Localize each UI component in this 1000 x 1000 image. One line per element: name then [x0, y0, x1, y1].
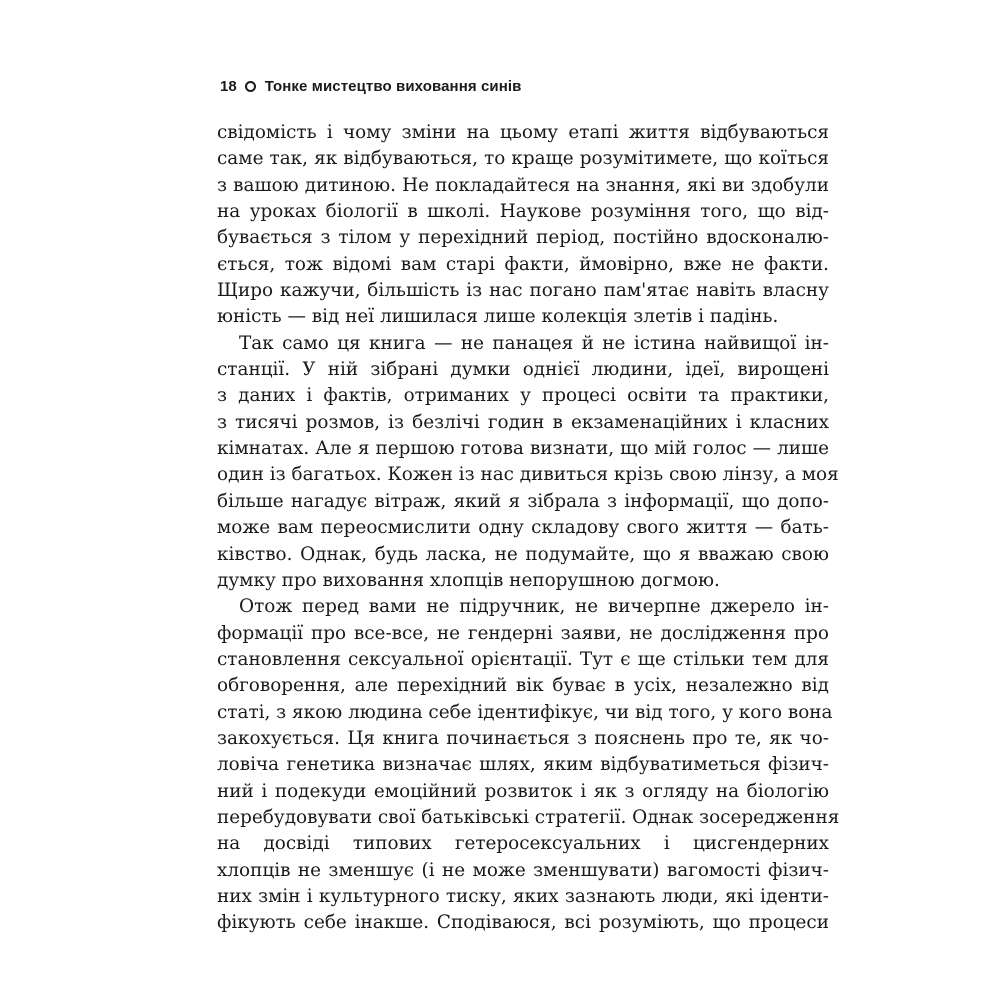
text-line: закохується. Ця книга починається з пояснень про те, як чо-: [217, 727, 829, 749]
text-line: Отож перед вами не підручник, не вичерпне джерело ін-: [239, 596, 829, 618]
text-line: ний і подекуди емоційний розвиток і як з огляду на біологію: [217, 780, 829, 802]
book-title: Тонке мистецтво виховання синів: [264, 77, 522, 95]
paragraph: [217, 331, 839, 594]
text-line: хлопців не зменшує (і не може зменшувати) вагомості фізич-: [217, 859, 829, 881]
text-line: з тисячі розмов, із безлічі годин в екзаменаційних і класних: [217, 411, 829, 433]
text-line: юність — від неї лишилася лише колекція злетів і падінь.: [217, 306, 779, 328]
paragraph: [217, 594, 840, 936]
text-line: може вам переосмислити одну складову свого життя — бать-: [217, 517, 829, 539]
text-line: обговорення, але перехідний вік буває в усіх, незалежно від: [217, 675, 829, 697]
text-line: бувається з тілом у перехідний період, постійно вдосконалю-: [217, 227, 829, 249]
page-number: 18: [220, 77, 237, 95]
text-line: думку про виховання хлопців непорушною догмою.: [217, 569, 720, 591]
text-line: станції. У ній зібрані думки однієї людини, ідеї, вирощені: [217, 359, 829, 381]
text-line: кімнатах. Але я першою готова визнати, що мій голос — лише: [217, 438, 829, 460]
text-line: більше нагадує вітраж, який я зібрала з інформації, що допо-: [217, 490, 829, 512]
text-line: з вашою дитиною. Не покладайтеся на знання, які ви здобули: [217, 174, 829, 196]
text-line: них змін і культурного тиску, яких зазнають люди, які іденти-: [217, 885, 829, 907]
text-line: свідомість і чому зміни на цьому етапі життя відбуваються: [217, 122, 829, 143]
text-line: ється, тож відомі вам старі факти, ймовірно, вже не факти.: [217, 253, 829, 275]
circle-separator-icon: [245, 81, 256, 92]
text-line: ківство. Однак, будь ласка, не подумайте, що я вважаю свою: [217, 543, 829, 565]
text-line: статі, з якою людина себе ідентифікує, чи від того, у кого вона: [217, 701, 833, 723]
text-line: фікують себе інакше. Сподіваюся, всі розуміють, що процеси: [217, 912, 829, 934]
text-line: перебудовувати свої батьківські стратегії. Однак зосередження: [217, 806, 840, 828]
text-line: формації про все-все, не гендерні заяви, не дослідження про: [217, 622, 829, 644]
paragraph: [217, 120, 829, 331]
text-line: один із багатьох. Кожен із нас дивиться крізь свою лінзу, а моя: [217, 464, 839, 486]
text-line: Щиро кажучи, більшість із нас погано пам'ятає навіть власну: [217, 280, 829, 302]
text-line: на уроках біології в школі. Наукове розуміння того, що від-: [217, 201, 829, 223]
running-head: [220, 74, 522, 98]
text-line: саме так, як відбуваються, то краще розумітимете, що коїться: [217, 148, 829, 170]
body-text: [217, 120, 840, 937]
text-line: з даних і фактів, отриманих у процесі освіти та практики,: [217, 385, 829, 407]
text-line: ловіча генетика визначає шлях, яким відбуватиметься фізич-: [217, 754, 829, 776]
text-line: становлення сексуальної орієнтації. Тут є ще стільки тем для: [217, 648, 829, 670]
text-line: на досвіді типових гетеросексуальних і цисгендерних: [217, 833, 829, 855]
text-line: Так само ця книга — не панацея й не істина найвищої ін-: [239, 332, 829, 354]
